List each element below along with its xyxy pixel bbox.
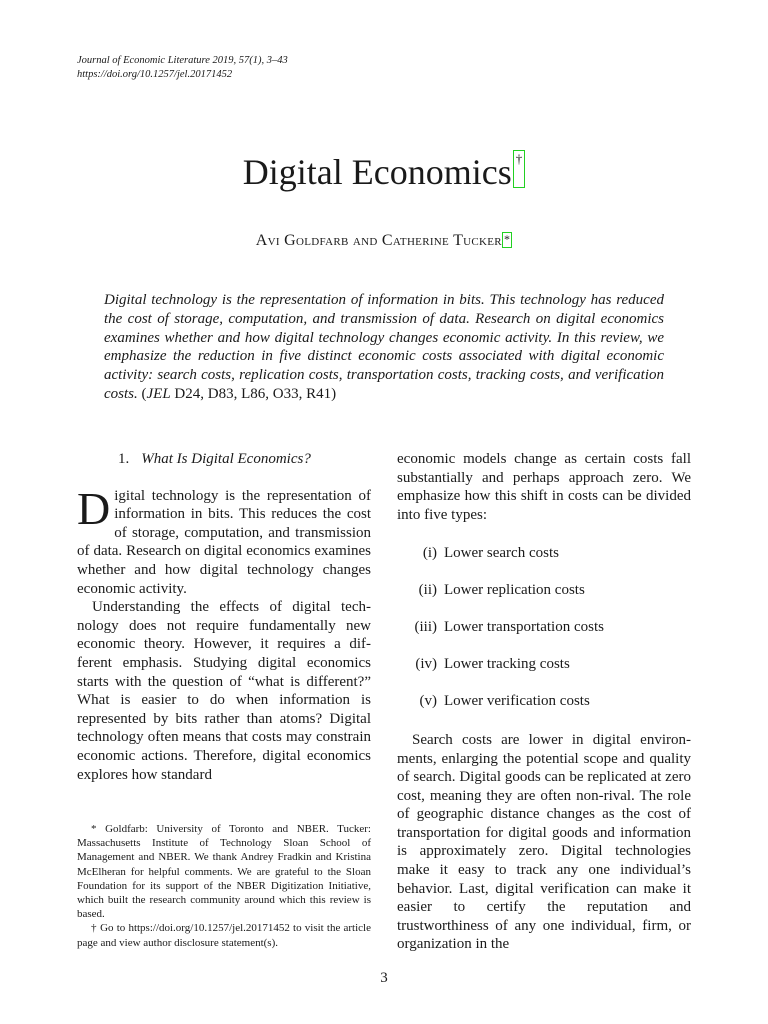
body-paragraph: Understanding the effects of digital technology does not require fundamentally new economic theory. However, it requires a different emphasis. Studying digital economics starts with the question of “what is different?” What is easier to do when information is represented by bits rather than atoms? Digital technology often means that costs may constrain economic actions. Therefore, digital economics explores how standard: [77, 599, 371, 783]
article-title: [0, 150, 768, 194]
title-text: Digital Economics: [242, 152, 512, 192]
jel-label: JEL: [146, 385, 171, 402]
author-footnote-link[interactable]: *: [503, 232, 511, 246]
doi-link[interactable]: https://doi.org/10.1257/jel.20171452: [77, 69, 233, 80]
page-number: 3: [380, 970, 388, 986]
journal-header: [77, 54, 288, 82]
footnotes: [77, 822, 371, 950]
body-paragraph: Search costs are lower in digital environments, enlarging the potential scope and quality of search. Digital goods can be replicated at zero cost, meaning they are often non-rival. The role of geographic distance changes as the cost of transportation for digital goods and information is approximately zero. Digital technologies make it easy to track any one individual’s behavior. Last, digital verification can make it easier to certify the reputation and trustworthiness of any one individual, firm, or organization in the: [397, 731, 691, 953]
list-item: (v) Lower verification costs: [419, 693, 590, 710]
intro-paragraph: Digital technology is the representation of information in bits. This reduces the cost of storage, computation, and transmission of data. Research on digital economics examines whether and how digital technology changes economic activity.: [77, 482, 371, 597]
author-names: Avi Goldfarb and Catherine Tucker: [255, 232, 502, 249]
jel-codes: (JEL D24, D83, L86, O33, R41): [141, 385, 337, 402]
section-title: What Is Digital Economics?: [141, 451, 311, 467]
section-number: 1.: [118, 451, 130, 467]
section-heading: [118, 450, 371, 469]
abstract: [104, 291, 664, 404]
list-item: (iii) Lower transportation costs: [414, 619, 604, 636]
abstract-text: Digital technology is the representation of information in bits. This technology has reduced the cost of storage, computation, and transmission of data. Research on digital economics examines whether and how digital technology changes economic activity. In this review, we emphasize the reduction in five distinct economic costs associated with digital economic activity: search costs, replication costs, transportation costs, tracking costs, and verification costs.: [104, 292, 664, 402]
footnote-affiliations: * Goldfarb: University of Toronto and NBER. Tucker: Massachusetts Institute of Technology Sloan School of Management and NBER. We thank Andrey Fradkin and Kristina McElheran for helpful comments. We are grateful to the Sloan Foundation for its support of the NBER Digitization Initiative, which built the research community around which this review is based.: [77, 823, 371, 921]
cost-types-list: [397, 544, 691, 711]
journal-citation: Journal of Economic Literature 2019, 57(1), 3–43: [77, 55, 288, 66]
title-footnote-link[interactable]: †: [513, 150, 526, 188]
list-item: (ii) Lower replication costs: [418, 582, 585, 599]
body-paragraph: economic models change as certain costs fall substantially and perhaps approach zero. We emphasize how this shift in costs can be divided into five types:: [397, 451, 691, 523]
left-column: [77, 450, 371, 784]
author-line: [0, 232, 768, 250]
right-column: [397, 450, 691, 954]
drop-cap: D: [77, 482, 111, 534]
footnote-disclosure: † Go to https://doi.org/10.1257/jel.20171452 to visit the article page and view author disclosure statement(s).: [77, 922, 371, 949]
list-item: (i) Lower search costs: [422, 545, 559, 562]
list-item: (iv) Lower tracking costs: [415, 656, 570, 673]
